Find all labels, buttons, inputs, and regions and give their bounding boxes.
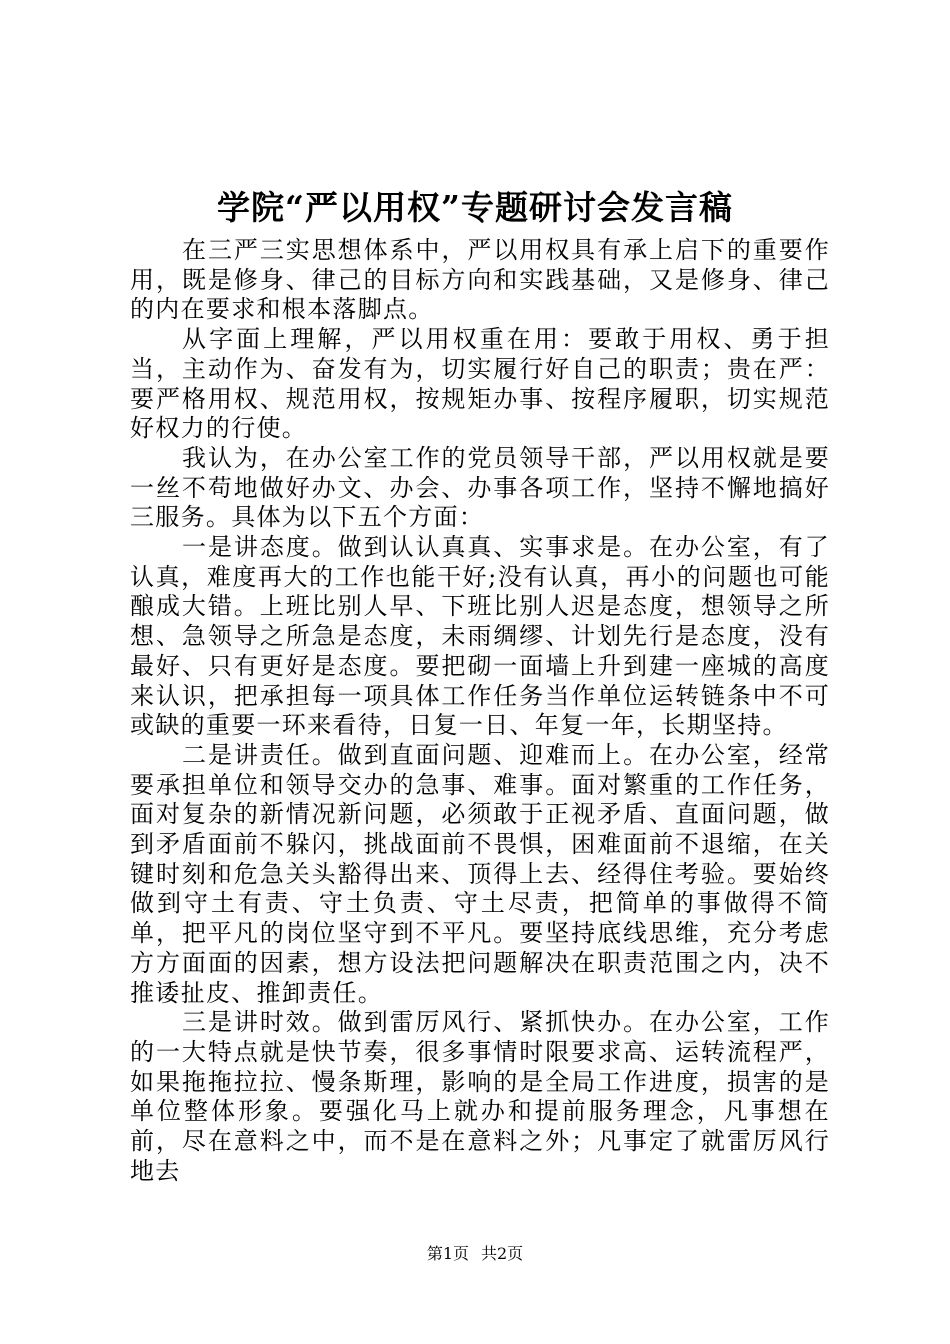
paragraph-5: 二是讲责任。做到直面问题、迎难而上。在办公室，经常要承担单位和领导交办的急事、难事。面对繁重的工作任务，面对复杂的新情况新问题，必须敢于正视矛盾、直面问题，做到矛盾面前不躲闪，挑战面前不畏惧，困难面前不退缩，在关键时刻和危急关头豁得出来、顶得上去、经得住考验。要始终做到守土有责、守土负责、守土尽责，把简单的事做得不简单，把平凡的岗位坚守到不平凡。要坚持底线思维，充分考虑方方面面的因素，想方设法把问题解决在职责范围之内，决不推诿扯皮、推卸责任。 (130, 740, 830, 1007)
page-footer (0, 1244, 950, 1264)
page-number: 第1页 (426, 1244, 469, 1263)
document-title: 学院“严以用权”专题研讨会发言稿 (217, 188, 733, 227)
page-total: 共2页 (481, 1244, 524, 1263)
paragraph-3: 我认为，在办公室工作的党员领导干部，严以用权就是要一丝不苟地做好办文、办会、办事各项工作，坚持不懈地搞好三服务。具体为以下五个方面： (130, 443, 830, 532)
paragraph-2: 从字面上理解，严以用权重在用：要敢于用权、勇于担当，主动作为、奋发有为，切实履行好自己的职责；贵在严：要严格用权、规范用权，按规矩办事、按程序履职，切实规范好权力的行使。 (130, 325, 830, 443)
paragraph-4: 一是讲态度。做到认认真真、实事求是。在办公室，有了认真，难度再大的工作也能干好;没有认真，再小的问题也可能酿成大错。上班比别人早、下班比别人迟是态度，想领导之所想、急领导之所急是态度，未雨绸缪、计划先行是态度，没有最好、只有更好是态度。要把砌一面墙上升到建一座城的高度来认识，把承担每一项具体工作任务当作单位运转链条中不可或缺的重要一环来看待，日复一日、年复一年，长期坚持。 (130, 533, 830, 740)
paragraph-6: 三是讲时效。做到雷厉风行、紧抓快办。在办公室，工作的一大特点就是快节奏，很多事情时限要求高、运转流程严，如果拖拖拉拉、慢条斯理，影响的是全局工作进度，损害的是单位整体形象。要强化马上就办和提前服务理念，凡事想在前，尽在意料之中，而不是在意料之外；凡事定了就雷厉风行地去 (130, 1008, 830, 1185)
document-body (130, 236, 830, 1187)
paragraph-1: 在三严三实思想体系中，严以用权具有承上启下的重要作用，既是修身、律己的目标方向和实践基础，又是修身、律己的内在要求和根本落脚点。 (130, 236, 830, 324)
